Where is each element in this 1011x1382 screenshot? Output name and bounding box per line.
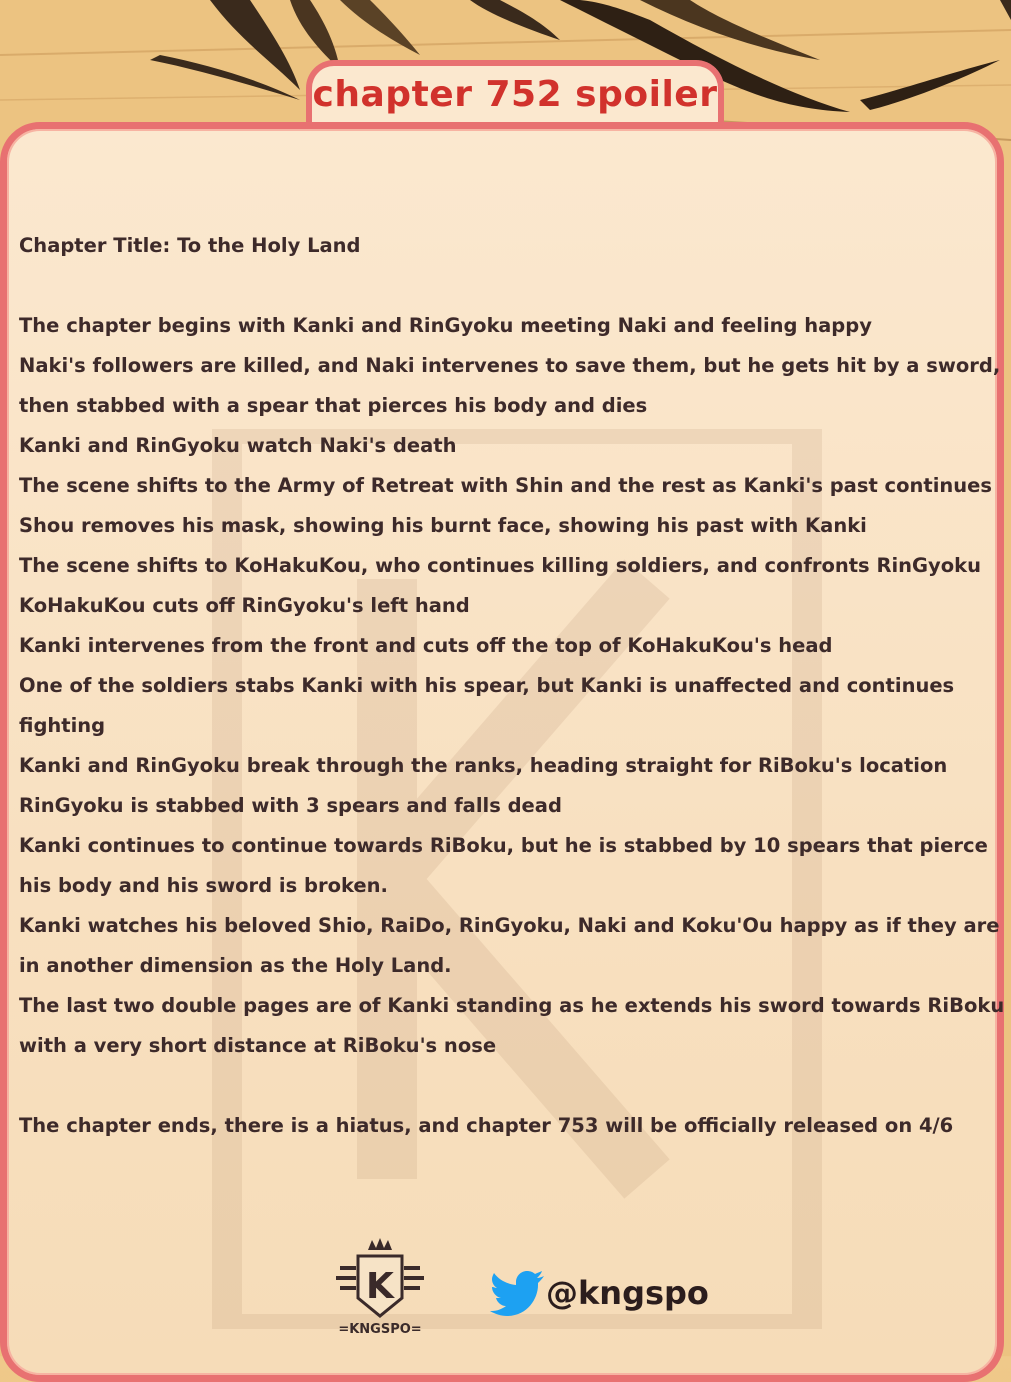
spoiler-line: fighting <box>19 714 106 737</box>
spoiler-line: The scene shifts to the Army of Retreat with Shin and the rest as Kanki's past continues <box>19 474 992 497</box>
spoiler-line: Shou removes his mask, showing his burnt face, showing his past with Kanki <box>19 514 867 537</box>
chapter-ending: The chapter ends, there is a hiatus, and chapter 753 will be officially released on 4/6 <box>19 1114 954 1137</box>
spoiler-line: One of the soldiers stabs Kanki with his spear, but Kanki is unaffected and continues <box>19 674 955 697</box>
spoiler-line: Kanki watches his beloved Shio, RaiDo, RinGyoku, Naki and Koku'Ou happy as if they are <box>19 914 1000 937</box>
spoiler-line: with a very short distance at RiBoku's nose <box>19 1034 497 1057</box>
spoiler-line: The last two double pages are of Kanki standing as he extends his sword towards RiBoku <box>19 994 1005 1017</box>
title-tab <box>306 60 724 122</box>
spoiler-line: Kanki and RinGyoku watch Naki's death <box>19 434 457 457</box>
logo-text: =KNGSPO= <box>338 1322 422 1337</box>
spoiler-line: The chapter begins with Kanki and RinGyoku meeting Naki and feeling happy <box>19 314 872 337</box>
spoiler-line: his body and his sword is broken. <box>19 874 388 897</box>
spoiler-content <box>19 226 1005 1146</box>
chapter-title: Chapter Title: To the Holy Land <box>19 234 361 257</box>
spoiler-line: Naki's followers are killed, and Naki intervenes to save them, but he gets hit by a sword, <box>19 354 1001 377</box>
page-title: chapter 752 spoiler <box>312 73 718 115</box>
spoiler-line: then stabbed with a spear that pierces his body and dies <box>19 394 648 417</box>
spoiler-line: Kanki continues to continue towards RiBoku, but he is stabbed by 10 spears that pierce <box>19 834 988 857</box>
spoiler-line: KoHakuKou cuts off RinGyoku's left hand <box>19 594 470 617</box>
spoiler-line: Kanki and RinGyoku break through the ranks, heading straight for RiBoku's location <box>19 754 948 777</box>
spoiler-line: Kanki intervenes from the front and cuts off the top of KoHakuKou's head <box>19 634 833 657</box>
twitter-handle: @kngspo <box>546 1274 709 1312</box>
spoiler-line: in another dimension as the Holy Land. <box>19 954 452 977</box>
spoiler-line: RinGyoku is stabbed with 3 spears and falls dead <box>19 794 562 817</box>
spoiler-line: The scene shifts to KoHakuKou, who continues killing soldiers, and confronts RinGyoku <box>19 554 981 577</box>
twitter-handle-link[interactable] <box>490 1270 709 1316</box>
twitter-bird-icon <box>490 1270 546 1316</box>
logo-letter: K <box>366 1266 394 1307</box>
